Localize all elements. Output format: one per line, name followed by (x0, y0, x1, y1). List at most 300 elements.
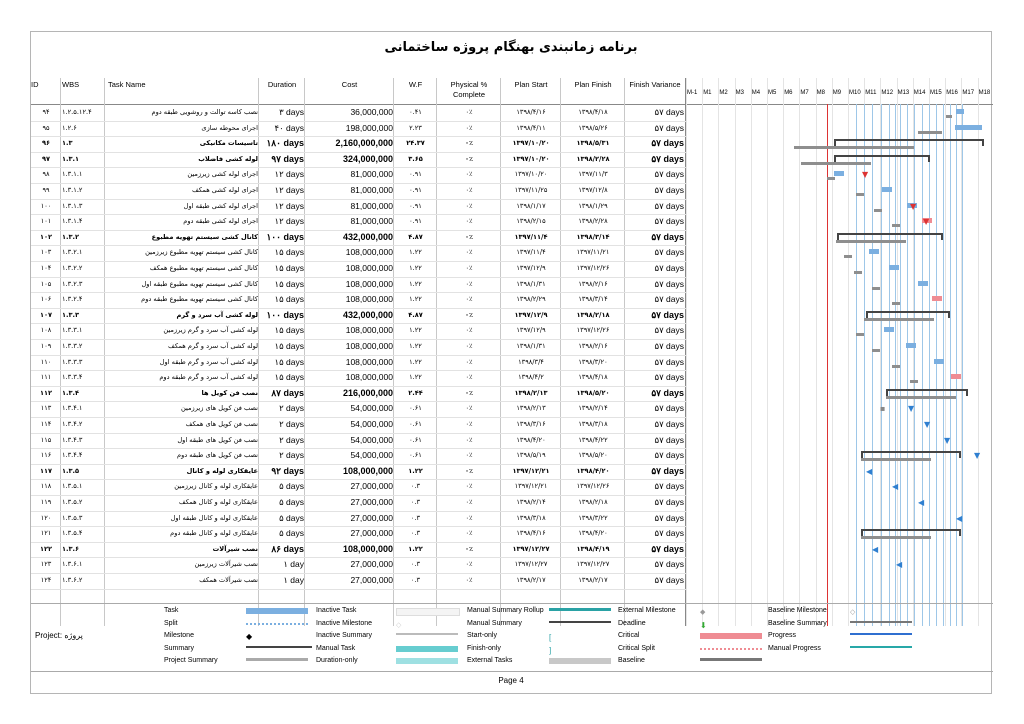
baseline-bar[interactable] (794, 146, 914, 149)
cell-ps: ۱۳۹۸/۵/۱۹ (516, 451, 546, 460)
cell-cost: 432,000,000 (342, 309, 393, 320)
cell-name: لوله کشی آب سرد و گرم همکف (168, 342, 258, 350)
table-row[interactable] (31, 183, 686, 200)
cell-fv: ۵۷ days (654, 169, 684, 180)
cell-cost: 54,000,000 (350, 403, 393, 414)
table-row[interactable] (31, 495, 686, 512)
baseline-bar[interactable] (872, 349, 880, 352)
task-bar[interactable] (889, 265, 899, 270)
table-row[interactable] (31, 121, 686, 138)
table-row[interactable] (31, 401, 686, 418)
legend-swatch-icon (549, 621, 611, 623)
cell-name: لوله کشی فاضلاب (198, 154, 258, 163)
cell-wf: ۰.۶۱ (409, 451, 422, 460)
cell-dur: ۲ days (279, 450, 304, 461)
milestone-icon[interactable]: ◀ (918, 498, 925, 507)
cell-id: ۹۷ (41, 154, 51, 163)
legend-swatch-icon (396, 608, 460, 616)
cell-cost: 27,000,000 (350, 559, 393, 570)
cell-dur: ۱۰۰ days (266, 231, 304, 242)
legend-swatch-icon (549, 658, 611, 664)
cell-fv: ۵۷ days (651, 138, 684, 149)
legend-swatch-icon: ⬇ (700, 620, 707, 630)
cell-phys: ۰٪ (465, 498, 473, 506)
task-bar[interactable] (951, 374, 961, 379)
cell-pf: ۱۳۹۸/۵/۲۶ (578, 123, 608, 132)
cell-id: ۱۱۳ (40, 404, 52, 413)
table-row[interactable] (31, 542, 686, 559)
cell-name: عایقکاری لوله و کانال همکف (178, 498, 258, 506)
cell-fv: ۵۷ days (654, 263, 684, 273)
legend-label: Start-only (467, 632, 497, 639)
timescale-tick: M5 (768, 90, 777, 96)
cell-name: نصب کاسه توالت و روشویی طبقه دوم (151, 108, 258, 116)
legend-label: Summary (164, 644, 194, 652)
task-bar[interactable] (955, 125, 982, 130)
table-row[interactable] (31, 277, 686, 294)
legend-swatch-icon (246, 646, 312, 648)
cell-name: لوله کشی آب سرد و گرم (176, 310, 258, 319)
cell-name: اجرای محوطه سازی (201, 123, 258, 132)
table-row[interactable] (31, 370, 686, 387)
timescale-tick: M1 (703, 90, 712, 96)
col-plan-finish-header[interactable]: Plan Finish (574, 80, 612, 89)
cell-name: نصب فن کویل های زیرزمین (181, 404, 258, 413)
cell-id: ۱۱۱ (40, 373, 52, 382)
cell-pf: ۱۳۹۸/۴/۲۰ (576, 466, 610, 475)
table-row[interactable] (31, 308, 686, 325)
cell-phys: ۰٪ (464, 232, 474, 241)
timescale-tick: M18 (978, 90, 991, 96)
cell-ps: ۱۳۹۸/۴/۲ (518, 373, 544, 382)
cell-wf: ۱.۲۲ (409, 373, 422, 382)
cell-dur: ۴۰ days (274, 122, 304, 133)
cell-wbs: ۱.۳.۱.۱ (62, 170, 83, 179)
table-row[interactable] (31, 152, 686, 169)
timescale-tick: M12 (881, 90, 894, 96)
cell-phys: ۰٪ (464, 388, 474, 397)
cell-wbs: ۱.۳.۶.۱ (62, 560, 83, 569)
legend-label: External Milestone (618, 607, 676, 614)
milestone-icon[interactable]: ◀ (872, 544, 879, 554)
table-row[interactable] (31, 105, 686, 122)
cell-ps: ۱۳۹۸/۴/۱۶ (516, 529, 546, 538)
cell-id: ۱۰۴ (40, 264, 52, 272)
cell-cost: 108,000,000 (342, 465, 393, 476)
timescale-tick: M2 (719, 90, 728, 96)
cell-wbs: ۱.۳.۲.۱ (62, 248, 83, 257)
cell-ps: ۱۳۹۸/۲/۱۷ (516, 576, 546, 584)
cell-fv: ۵۷ days (654, 294, 684, 305)
legend-label: Inactive Summary (316, 632, 373, 639)
cell-phys: ۰٪ (465, 170, 473, 179)
cell-ps: ۱۳۹۷/۱۲/۲۷ (512, 544, 550, 553)
cell-fv: ۵۷ days (654, 247, 684, 258)
task-bar[interactable] (918, 281, 928, 286)
task-bar[interactable] (956, 109, 964, 114)
cell-id: ۱۱۶ (40, 451, 52, 460)
baseline-bar[interactable] (801, 162, 871, 165)
cell-phys: ۰٪ (465, 482, 473, 491)
timescale-tick: M7 (800, 90, 809, 96)
task-bar[interactable] (932, 296, 942, 301)
milestone-icon[interactable]: ▼ (924, 420, 931, 429)
col-id-header[interactable]: ID (31, 80, 39, 89)
cell-pf: ۱۳۹۷/۱۲/۲۶ (576, 264, 610, 272)
baseline-bar[interactable] (844, 255, 852, 258)
cell-ps: ۱۳۹۷/۱۰/۲۰ (512, 139, 550, 148)
cell-id: ۱۰۱ (40, 217, 52, 226)
cell-cost: 81,000,000 (350, 169, 393, 180)
baseline-bar[interactable] (892, 365, 900, 368)
cell-wbs: ۱.۳.۲.۴ (62, 295, 83, 304)
legend-label: Manual Summary (467, 619, 522, 627)
cell-phys: ۰٪ (465, 435, 473, 444)
cell-wf: ۲.۲۳ (409, 123, 422, 132)
cell-wf: ۰.۶۱ (409, 435, 422, 444)
cell-pf: ۱۳۹۸/۲/۱۶ (578, 279, 608, 288)
table-row[interactable] (31, 511, 686, 528)
task-bar[interactable] (884, 327, 894, 332)
table-row[interactable] (31, 261, 686, 278)
legend-label: Baseline Milestone (768, 607, 827, 614)
cell-fv: ۵۷ days (654, 450, 684, 461)
cell-wf: ۰.۳ (410, 529, 421, 538)
deadline-icon[interactable]: ▼ (923, 217, 930, 227)
timescale-tick: M9 (832, 90, 842, 96)
table-row[interactable] (31, 557, 686, 574)
table-row[interactable] (31, 230, 686, 247)
cell-cost: 27,000,000 (350, 512, 393, 523)
cell-phys: ۰٪ (465, 326, 473, 335)
cell-pf: ۱۳۹۸/۴/۱۸ (578, 108, 608, 116)
cell-cost: 324,000,000 (342, 153, 393, 164)
cell-phys: ۰٪ (464, 544, 474, 553)
cell-phys: ۰٪ (465, 123, 473, 132)
cell-pf: ۱۳۹۸/۴/۲۰ (578, 529, 608, 538)
baseline-bar[interactable] (854, 271, 862, 274)
milestone-icon[interactable]: ▼ (944, 435, 951, 445)
cell-phys: ۰٪ (465, 279, 473, 288)
cell-cost: 81,000,000 (350, 185, 393, 195)
legend-label: Split (164, 619, 178, 627)
cell-wbs: ۱.۳.۳ (62, 310, 80, 319)
table-header (31, 78, 686, 105)
cell-fv: ۵۷ days (651, 309, 684, 320)
table-row[interactable] (31, 167, 686, 184)
cell-fv: ۵۷ days (654, 107, 684, 117)
cell-phys: ۰٪ (465, 342, 473, 350)
cell-phys: ۰٪ (464, 310, 474, 319)
cell-phys: ۰٪ (465, 108, 473, 116)
cell-id: ۱۰۶ (40, 295, 52, 304)
cell-dur: ۸۷ days (271, 387, 304, 398)
legend-swatch-icon: [ (549, 633, 552, 642)
cell-wbs: ۱.۳.۴.۱ (62, 404, 83, 413)
timescale-tick: M17 (962, 90, 975, 96)
task-bar[interactable] (869, 249, 879, 254)
col-cost-header[interactable]: Cost (341, 80, 358, 89)
cell-ps: ۱۳۹۸/۲/۲۹ (516, 295, 546, 304)
legend-swatch-icon (396, 646, 458, 652)
cell-name: کانال کشی سیستم تهویه مطبوع طبقه دوم (141, 295, 258, 304)
summary-bar[interactable] (837, 233, 943, 235)
cell-phys: ۰٪ (465, 295, 473, 304)
table-row[interactable] (31, 417, 686, 434)
task-bar[interactable] (906, 343, 916, 348)
table-row[interactable] (31, 339, 686, 356)
cell-phys: ۰٪ (465, 248, 473, 257)
summary-bar[interactable] (861, 529, 961, 531)
task-bar[interactable] (834, 171, 844, 176)
col-wf-header[interactable]: W.F (408, 80, 423, 89)
cell-cost: 432,000,000 (342, 231, 393, 242)
cell-wbs: ۱.۲.۶ (62, 123, 77, 132)
cell-dur: ۱۵ days (274, 278, 304, 289)
timescale-tick: M13 (897, 90, 910, 96)
cell-pf: ۱۳۹۸/۲/۱۴ (578, 404, 608, 413)
cell-name: اجرای لوله کشی طبقه دوم (183, 217, 258, 226)
cell-dur: ۱۲ days (274, 169, 304, 180)
print-page (30, 31, 992, 694)
col-physical-header[interactable]: Physical % Complete (450, 80, 488, 99)
cell-dur: ۱۵ days (274, 325, 304, 336)
cell-wbs: ۱.۳.۵.۴ (62, 529, 83, 538)
cell-id: ۱۰۷ (39, 310, 53, 319)
cell-fv: ۵۷ days (654, 481, 684, 492)
baseline-bar[interactable] (856, 333, 864, 336)
baseline-bar[interactable] (918, 131, 942, 134)
cell-ps: ۱۳۹۸/۳/۱۶ (516, 420, 546, 428)
cell-pf: ۱۳۹۸/۳/۱۸ (578, 420, 608, 428)
cell-wf: ۴.۸۷ (408, 232, 423, 241)
cell-cost: 108,000,000 (345, 278, 393, 289)
summary-bar[interactable] (834, 139, 984, 141)
cell-phys: ۰٪ (465, 404, 473, 413)
deadline-icon[interactable]: ▼ (862, 170, 869, 180)
table-row[interactable] (31, 292, 686, 309)
cell-wbs: ۱.۳.۵.۳ (62, 513, 83, 522)
cell-name: اجرای لوله کشی طبقه اول (183, 201, 258, 210)
table-row[interactable] (31, 214, 686, 231)
cell-wbs: ۱.۳.۲.۲ (62, 264, 83, 272)
cell-wf: ۰.۶۱ (409, 404, 422, 413)
timescale-tick: M3 (735, 90, 744, 96)
col-plan-start-header[interactable]: Plan Start (514, 80, 548, 89)
gantt-chart (686, 78, 993, 626)
cell-name: کانال کشی سیستم تهویه مطبوع طبقه اول (141, 279, 258, 288)
table-row[interactable] (31, 479, 686, 496)
baseline-bar[interactable] (874, 209, 882, 212)
cell-id: ۹۹ (42, 186, 50, 194)
legend-swatch-icon (700, 646, 762, 650)
table-row[interactable] (31, 464, 686, 481)
col-task-name-header[interactable]: Task Name (108, 80, 146, 89)
cell-dur: ۱ day (283, 575, 304, 585)
cell-name: لوله کشی آب سرد و گرم طبقه اول (159, 357, 258, 366)
cell-fv: ۵۷ days (651, 543, 684, 554)
cell-dur: ۱۵ days (274, 294, 304, 305)
cell-cost: 108,000,000 (345, 294, 393, 305)
baseline-bar[interactable] (892, 302, 900, 305)
cell-cost: 81,000,000 (350, 216, 393, 227)
cell-id: ۱۱۴ (40, 420, 52, 428)
cell-id: ۱۲۳ (40, 560, 52, 569)
cell-dur: ۵ days (279, 512, 304, 523)
cell-phys: ۰٪ (465, 451, 473, 460)
cell-cost: 108,000,000 (345, 356, 393, 367)
cell-fv: ۵۷ days (654, 356, 684, 367)
col-finish-variance-header[interactable]: Finish Variance (629, 80, 681, 89)
cell-cost: 108,000,000 (345, 341, 393, 351)
timescale-tick: M16 (946, 90, 958, 96)
legend-swatch-icon (700, 633, 762, 639)
summary-bar[interactable] (886, 389, 968, 391)
baseline-bar[interactable] (946, 115, 952, 118)
cell-cost: 81,000,000 (350, 200, 393, 211)
baseline-bar[interactable] (872, 287, 880, 290)
table-row[interactable] (31, 573, 686, 590)
cell-wbs: ۱.۳.۳.۲ (62, 342, 83, 350)
baseline-bar[interactable] (892, 224, 900, 227)
cell-pf: ۱۳۹۷/۱۲/۲۷ (576, 560, 610, 569)
cell-name: لوله کشی آب سرد و گرم زیرزمین (163, 326, 258, 335)
table-row[interactable] (31, 245, 686, 262)
baseline-bar[interactable] (861, 458, 931, 461)
cell-pf: ۱۳۹۸/۲/۱۸ (578, 498, 608, 506)
cell-dur: ۱۵ days (274, 372, 304, 383)
table-row[interactable] (31, 386, 686, 403)
cell-pf: ۱۳۹۷/۱۲/۲۶ (576, 482, 610, 491)
milestone-icon[interactable]: ◀ (896, 560, 903, 570)
legend-label: Critical (618, 632, 640, 639)
cell-pf: ۱۳۹۸/۲/۲۸ (576, 154, 610, 163)
cell-id: ۱۰۹ (40, 342, 52, 350)
baseline-bar[interactable] (864, 318, 934, 321)
cell-wbs: ۱.۳.۲.۳ (62, 279, 83, 288)
cell-wf: ۰.۹۱ (409, 170, 422, 179)
cell-ps: ۱۳۹۸/۴/۱۱ (516, 123, 546, 132)
cell-phys: ۰٪ (465, 373, 473, 382)
col-wbs-header[interactable]: WBS (62, 80, 80, 89)
legend-swatch-icon: ◇ (396, 621, 402, 629)
cell-pf: ۱۳۹۷/۱۲/۸ (578, 186, 608, 194)
legend-swatch-icon (850, 633, 912, 635)
task-bar[interactable] (882, 187, 892, 192)
cell-wf: ۰.۳ (410, 482, 421, 491)
page-number: Page 4 (498, 676, 524, 685)
cell-dur: ۱۲ days (274, 216, 304, 227)
milestone-icon[interactable]: ◀ (956, 513, 963, 523)
cell-wf: ۰.۹۱ (409, 217, 422, 226)
cell-ps: ۱۳۹۸/۲/۱۵ (516, 217, 546, 226)
legend-label: Deadline (618, 619, 646, 627)
table-row[interactable] (31, 433, 686, 450)
cell-fv: ۵۷ days (654, 216, 684, 227)
cell-dur: ۱۵ days (274, 341, 304, 351)
cell-wbs: ۱.۳.۴ (62, 388, 80, 397)
cell-pf: ۱۳۹۸/۵/۳۱ (576, 139, 610, 148)
table-row[interactable] (31, 136, 686, 153)
legend-swatch-icon (700, 658, 762, 661)
cell-dur: ۵ days (279, 481, 304, 492)
cell-cost: 108,000,000 (345, 263, 393, 273)
cell-dur: ۱۰۰ days (266, 309, 304, 320)
cell-cost: 27,000,000 (350, 575, 393, 585)
timescale-tick: M11 (865, 90, 877, 96)
cell-wbs: ۱.۳.۵ (62, 466, 80, 475)
legend (31, 603, 993, 672)
legend-swatch-icon (549, 608, 611, 611)
cell-fv: ۵۷ days (654, 512, 684, 523)
cell-ps: ۱۳۹۷/۱۰/۲۰ (514, 170, 548, 179)
cell-name: کانال کشی سیستم تهویه مطبوع (151, 232, 258, 241)
table-row[interactable] (31, 355, 686, 372)
cell-wbs: ۱.۳.۶ (62, 544, 80, 553)
cell-cost: 36,000,000 (350, 107, 393, 117)
table-row[interactable] (31, 199, 686, 216)
table-row[interactable] (31, 448, 686, 465)
summary-bar[interactable] (866, 311, 950, 313)
cell-fv: ۵۷ days (654, 419, 684, 429)
cell-name: عایقکاری لوله و کانال طبقه اول (170, 513, 258, 522)
cell-fv: ۵۷ days (654, 528, 684, 539)
cell-ps: ۱۳۹۸/۱/۳۱ (516, 279, 546, 288)
cell-dur: ۸۶ days (271, 543, 304, 554)
deadline-icon[interactable]: ▼ (910, 201, 917, 211)
cell-id: ۱۰۰ (40, 201, 52, 210)
table-row[interactable] (31, 526, 686, 543)
summary-bar[interactable] (861, 451, 961, 453)
cell-cost: 108,000,000 (342, 543, 393, 554)
cell-wbs: ۱.۳.۱ (62, 154, 80, 163)
baseline-bar[interactable] (856, 193, 864, 196)
task-bar[interactable] (934, 359, 944, 364)
baseline-milestone-icon[interactable]: ▪ (880, 404, 886, 414)
legend-swatch-icon (396, 633, 458, 635)
table-row[interactable] (31, 323, 686, 340)
milestone-icon[interactable]: ▼ (974, 451, 981, 461)
cell-cost: 54,000,000 (350, 450, 393, 461)
summary-bar[interactable] (834, 155, 930, 157)
baseline-bar[interactable] (886, 396, 956, 399)
baseline-bar[interactable] (836, 240, 906, 243)
cell-fv: ۵۷ days (654, 559, 684, 570)
milestone-icon[interactable]: ◀ (892, 482, 899, 492)
cell-pf: ۱۳۹۸/۴/۱۹ (576, 544, 610, 553)
cell-ps: ۱۳۹۸/۲/۱۳ (516, 404, 546, 413)
col-duration-header[interactable]: Duration (267, 80, 297, 89)
baseline-bar[interactable] (861, 536, 931, 539)
cell-phys: ۰٪ (465, 264, 473, 272)
cell-name: لوله کشی آب سرد و گرم طبقه دوم (159, 373, 258, 382)
cell-dur: ۱ day (283, 559, 304, 570)
milestone-icon[interactable]: ◀ (866, 466, 873, 476)
cell-id: ۹۵ (42, 123, 50, 132)
milestone-icon[interactable]: ▼ (908, 404, 915, 414)
baseline-bar[interactable] (827, 177, 835, 180)
cell-wbs: ۱.۳.۱.۳ (62, 201, 83, 210)
cell-dur: ۹۷ days (271, 153, 304, 164)
cell-wbs: ۱.۳ (62, 139, 73, 148)
cell-ps: ۱۳۹۸/۴/۱۶ (516, 108, 546, 116)
cell-ps: ۱۳۹۸/۳/۴ (518, 357, 544, 366)
cell-phys: ۰٪ (464, 466, 474, 475)
cell-fv: ۵۷ days (654, 575, 684, 585)
baseline-bar[interactable] (910, 380, 918, 383)
cell-id: ۹۸ (42, 170, 50, 179)
legend-label: External Tasks (467, 657, 513, 664)
